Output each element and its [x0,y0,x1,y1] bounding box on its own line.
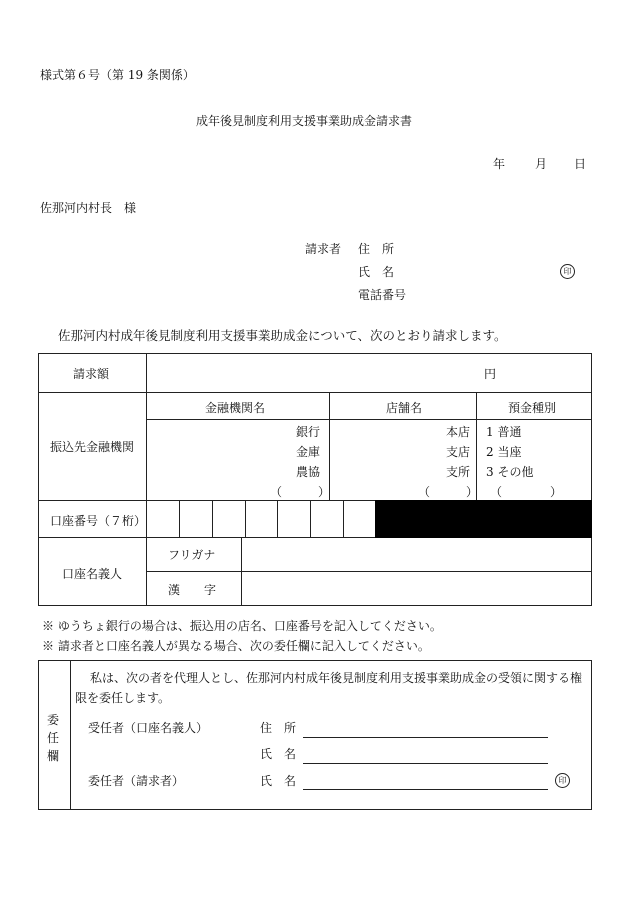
deposit-type-other[interactable]: 3 その他 [486,465,534,479]
deposit-type-other-paren[interactable]: （ ） [490,485,563,499]
inst-type-bank[interactable]: 銀行 [296,425,321,439]
addressee: 佐那河内村長 様 [40,201,137,215]
form-number: 様式第６号（第 19 条関係） [40,68,195,82]
delegate-label: 受任者（口座名義人） [88,721,209,735]
date-month[interactable]: 月 [535,157,548,171]
account-blackout-area [375,500,592,538]
branch-type-office[interactable]: 支所 [446,465,471,479]
kanji-label: 漢 字 [168,583,217,597]
inst-type-nokyo[interactable]: 農協 [296,465,321,479]
delegate-name-label: 氏 名 [260,747,297,761]
bank-label: 振込先金融機関 [50,440,135,454]
delegator-name-label: 氏 名 [260,774,297,788]
note-delegation: ※ 請求者と口座名義人が異なる場合、次の委任欄に記入してください。 [42,639,430,653]
delegation-text-line2: 限を委任します。 [75,691,171,705]
inst-type-other[interactable]: （ ） [270,485,331,499]
applicant-name-label[interactable]: 氏 名 [358,265,395,279]
deposit-type-current[interactable]: 2 当座 [486,445,522,459]
intro-text: 佐那河内村成年後見制度利用支援事業助成金について、次のとおり請求します。 [58,328,507,343]
delegator-label: 委任者（請求者） [88,774,185,788]
delegate-name-field[interactable] [303,763,548,764]
deposit-header: 預金種別 [508,401,557,415]
furigana-label: フリガナ [168,548,216,562]
seal-icon: 印 [560,264,575,279]
amount-unit: 円 [484,367,497,381]
seal-icon: 印 [555,773,570,788]
delegation-side-label-1: 委 [47,713,60,727]
delegate-address-label: 住 所 [260,721,297,735]
amount-label: 請求額 [73,367,110,381]
delegator-seal-mark [555,772,570,788]
deposit-type-ordinary[interactable]: 1 普通 [486,425,522,439]
branch-type-other[interactable]: （ ） [418,485,479,499]
branch-header: 店舗名 [386,401,423,415]
branch-type-branch[interactable]: 支店 [446,445,471,459]
applicant-address-label[interactable]: 住 所 [358,242,395,256]
applicant-role-label: 請求者 [305,242,342,256]
page-title: 成年後見制度利用支援事業助成金請求書 [196,114,413,128]
delegation-side-label-3: 欄 [47,749,60,763]
delegator-name-field[interactable] [303,789,548,790]
inst-type-shinkin[interactable]: 金庫 [296,445,321,459]
amount-input[interactable] [150,356,475,390]
delegate-address-field[interactable] [303,737,548,738]
delegation-side-label-2: 任 [47,731,60,745]
applicant-phone-label[interactable]: 電話番号 [358,288,407,302]
date-day[interactable]: 日 [574,157,587,171]
account-holder-label: 口座名義人 [62,567,123,581]
applicant-seal-mark [560,263,575,279]
note-yucho: ※ ゆうちょ銀行の場合は、振込用の店名、口座番号を記入してください。 [42,619,442,633]
account-number-label: 口座番号（７桁） [50,514,147,528]
branch-type-head[interactable]: 本店 [446,425,471,439]
date-year[interactable]: 年 [493,157,506,171]
delegation-text-line1: 私は、次の者を代理人とし、佐那河内村成年後見制度利用支援事業助成金の受領に関する権 [90,671,583,685]
institution-header: 金融機関名 [205,401,266,415]
